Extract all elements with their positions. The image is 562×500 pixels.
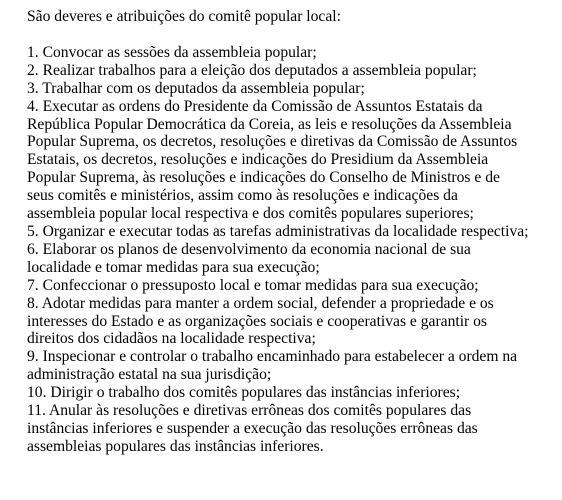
- list-item-line: Popular Suprema, às resoluções e indicações do Conselho de Ministros e de: [27, 169, 500, 187]
- list-item-line: 10. Dirigir o trabalho dos comitês populares das instâncias inferiores;: [27, 384, 461, 402]
- list-item-line: 4. Executar as ordens do Presidente da Comissão de Assuntos Estatais da: [27, 97, 483, 115]
- list-item-line: 7. Confeccionar o pressuposto local e tomar medidas para sua execução;: [27, 276, 479, 294]
- list-item: [27, 384, 559, 402]
- list-item-line: 2. Realizar trabalhos para a eleição dos deputados a assembleia popular;: [27, 61, 477, 79]
- list-item-line: 3. Trabalhar com os deputados da assembleia popular;: [27, 79, 365, 97]
- list-item-line: interesses do Estado e as organizações sociais e cooperativas e garantir os: [27, 312, 487, 330]
- list-item: [27, 80, 559, 98]
- list-item-line: instâncias inferiores e suspender a execução das resoluções errôneas das: [27, 419, 478, 437]
- list-item-line: direitos dos cidadãos na localidade respectiva;: [27, 330, 316, 348]
- list-item-line: seus comitês e ministérios, assim como às resoluções e indicações da: [27, 187, 458, 205]
- list-item: [27, 348, 559, 384]
- list-item-line: República Popular Democrática da Coreia, as leis e resoluções da Assembleia: [27, 115, 512, 133]
- list-item-line: 8. Adotar medidas para manter a ordem social, defender a propriedade e os: [27, 294, 494, 312]
- list-item-line: 6. Elaborar os planos de desenvolvimento da economia nacional de sua: [27, 240, 471, 258]
- document-intro: São deveres e atribuições do comitê popular local:: [27, 8, 341, 25]
- list-item: [27, 295, 559, 349]
- duties-list: [27, 44, 559, 456]
- list-item-line: administração estatal na sua jurisdição;: [27, 366, 272, 384]
- list-item: [27, 98, 559, 223]
- list-item: [27, 277, 559, 295]
- list-item-line: Popular Suprema, os decretos, resoluções e diretivas da Comissão de Assuntos: [27, 133, 518, 151]
- list-item-line: assembleias populares das instâncias inferiores.: [27, 437, 324, 455]
- list-item-line: localidade e tomar medidas para sua execução;: [27, 258, 320, 276]
- list-item: [27, 62, 559, 80]
- document-page: [27, 8, 559, 456]
- list-item: [27, 223, 559, 241]
- list-item-line: assembleia popular local respectiva e dos comitês populares superiores;: [27, 205, 474, 223]
- list-item-line: 11. Anular às resoluções e diretivas errôneas dos comitês populares das: [27, 402, 472, 420]
- list-item-line: Estatais, os decretos, resoluções e indicações do Presidium da Assembleia: [27, 151, 489, 169]
- list-item-line: 5. Organizar e executar todas as tarefas administrativas da localidade respectiva;: [27, 222, 529, 240]
- list-item: [27, 44, 559, 62]
- list-item: [27, 241, 559, 277]
- list-item-line: 9. Inspecionar e controlar o trabalho encaminhado para estabelecer a ordem na: [27, 348, 518, 366]
- list-item-line: 1. Convocar as sessões da assembleia popular;: [27, 43, 317, 61]
- list-item: [27, 402, 559, 456]
